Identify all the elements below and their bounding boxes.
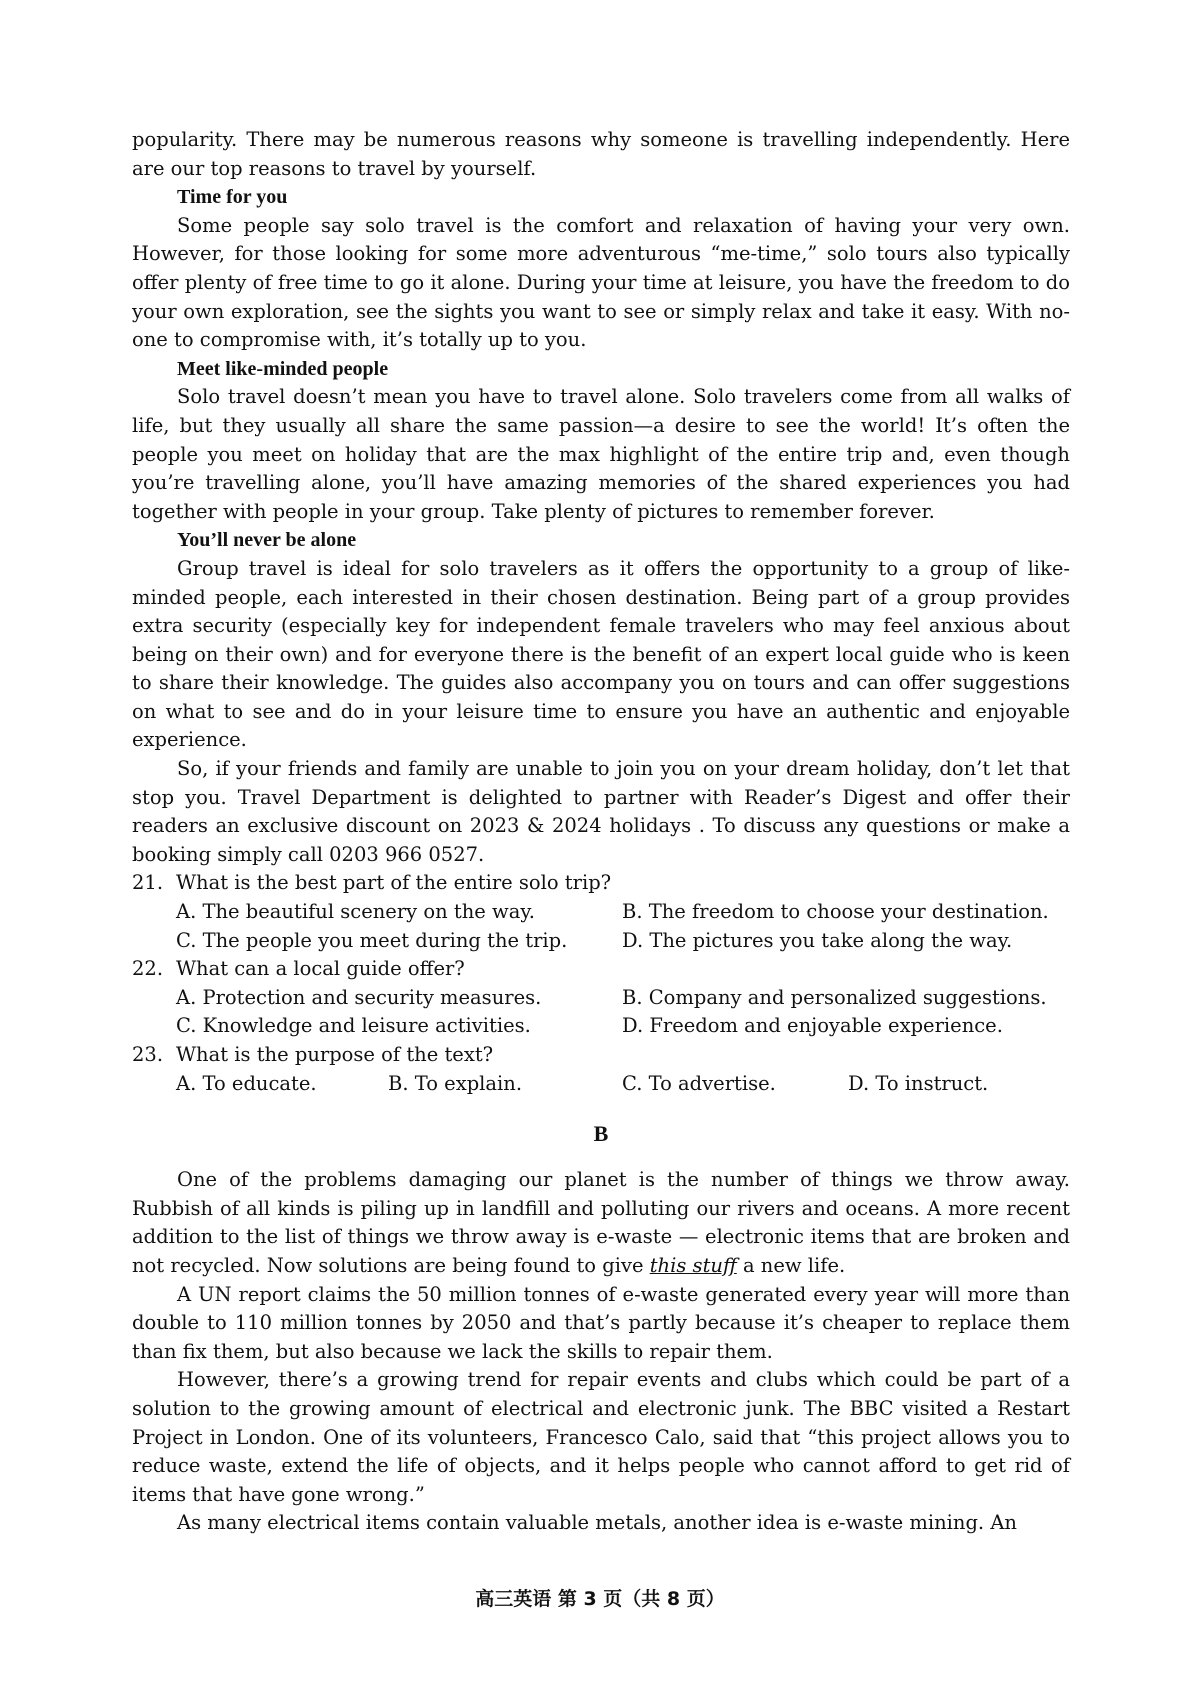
passage-b-paragraph-2: A UN report claims the 50 million tonnes of e-waste generated every year will more than double to 110 million tonnes by 2050 and that’s partly because it’s cheaper to replace them than fix them, but also because we lack the skills to repair them. (132, 1282, 1070, 1363)
question-number: 22. (132, 957, 164, 981)
option-a: A. Protection and security measures. (176, 985, 542, 1009)
option-d: D. Freedom and enjoyable experience. (622, 1014, 1003, 1038)
underlined-phrase: this stuff (649, 1253, 737, 1277)
question-number: 23. (132, 1043, 164, 1066)
passage-b-paragraph-4: As many electrical items contain valuable metals, another idea is e-waste mining. An (177, 1511, 1017, 1535)
option-a: A. The beautiful scenery on the way. (176, 900, 535, 924)
question-text: What can a local guide offer? (176, 957, 465, 981)
paragraph-text: a new life. (736, 1253, 846, 1277)
question-text: What is the best part of the entire solo trip? (176, 871, 612, 895)
paragraph-time-for-you: Some people say solo travel is the comfort and relaxation of having your very own. However, for those looking for some more adventurous “me-time,” solo tours also typically offer plenty of free time to go it alone. During your time at leisure, you have the freedom to do your own exploration, see the sights you want to see or simply relax and take it easy. With no-one to compromise with, it’s totally up to you. (132, 213, 1070, 352)
option-c: C. The people you meet during the trip. (176, 928, 568, 952)
option-c: C. To advertise. (622, 1071, 776, 1095)
option-d: D. To instruct. (848, 1071, 989, 1095)
passage-a-intro: popularity. There may be numerous reasons why someone is travelling independently. Here are our top reasons to travel by yourself. (132, 128, 1070, 180)
option-d: D. The pictures you take along the way. (622, 928, 1013, 952)
option-b: B. Company and personalized suggestions. (622, 985, 1047, 1009)
question-text: What is the purpose of the text? (176, 1043, 494, 1066)
heading-never-alone: You’ll never be alone (177, 529, 357, 552)
option-a: A. To educate. (176, 1071, 317, 1095)
page-footer: 高三英语 第 3 页（共 8 页） (475, 1588, 725, 1610)
paragraph-closing: So, if your friends and family are unable to join you on your dream holiday, don’t let that stop you. Travel Department is delighted to partner with Reader’s Digest and offer their readers an exclusive discount on 2023 & 2024 holidays . To discuss any questions or make a booking simply call 0203 966 0527. (132, 757, 1070, 866)
question-22 (132, 955, 1070, 984)
question-number: 21. (132, 871, 164, 895)
heading-meet-like-minded: Meet like-minded people (177, 357, 389, 380)
option-b: B. To explain. (388, 1071, 523, 1095)
option-c: C. Knowledge and leisure activities. (176, 1014, 531, 1038)
question-22-options (176, 984, 1070, 1041)
question-23 (132, 1041, 1070, 1070)
heading-time-for-you: Time for you (177, 186, 288, 209)
question-21 (132, 869, 1070, 898)
option-b: B. The freedom to choose your destination. (622, 900, 1049, 924)
passage-b-paragraph-3: However, there’s a growing trend for repair events and clubs which could be part of a solution to the growing amount of electrical and electronic junk. The BBC visited a Restart Project in London. One of its volunteers, Francesco Calo, said that “this project allows you to reduce waste, extend the life of objects, and it helps people who cannot afford to get rid of items that have gone wrong.” (132, 1368, 1070, 1506)
passage-b-paragraph-1 (132, 1166, 1070, 1280)
paragraph-never-alone: Group travel is ideal for solo travelers as it offers the opportunity to a group of like-minded people, each interested in their chosen destination. Being part of a group provides extra security (especially key for independent female travelers who may feel anxious about being on their own) and for everyone there is the benefit of an expert local guide who is keen to share their knowledge. The guides also accompany you on tours and can offer suggestions on what to see and do in your leisure time to ensure you have an authentic and enjoyable experience. (132, 556, 1070, 752)
question-21-options (176, 898, 1070, 955)
question-23-options (176, 1070, 1070, 1099)
section-letter-b: B (593, 1121, 609, 1147)
paragraph-text: One of the problems damaging our planet is the number of things we throw away. Rubbish of all kinds is piling up in landfill and polluting our rivers and oceans. A more recent addition to the list of things we throw away is e-waste — electronic items that are broken and not recycled. Now solutions are being found to give (132, 1168, 1070, 1277)
paragraph-meet-like-minded: Solo travel doesn’t mean you have to travel alone. Solo travelers come from all walks of life, but they usually all share the same passion—a desire to see the world! It’s often the people you meet on holiday that are the max highlight of the entire trip and, even though you’re travelling alone, you’ll have amazing memories of the shared experiences you had together with people in your group. Take plenty of pictures to remember forever. (132, 385, 1070, 523)
